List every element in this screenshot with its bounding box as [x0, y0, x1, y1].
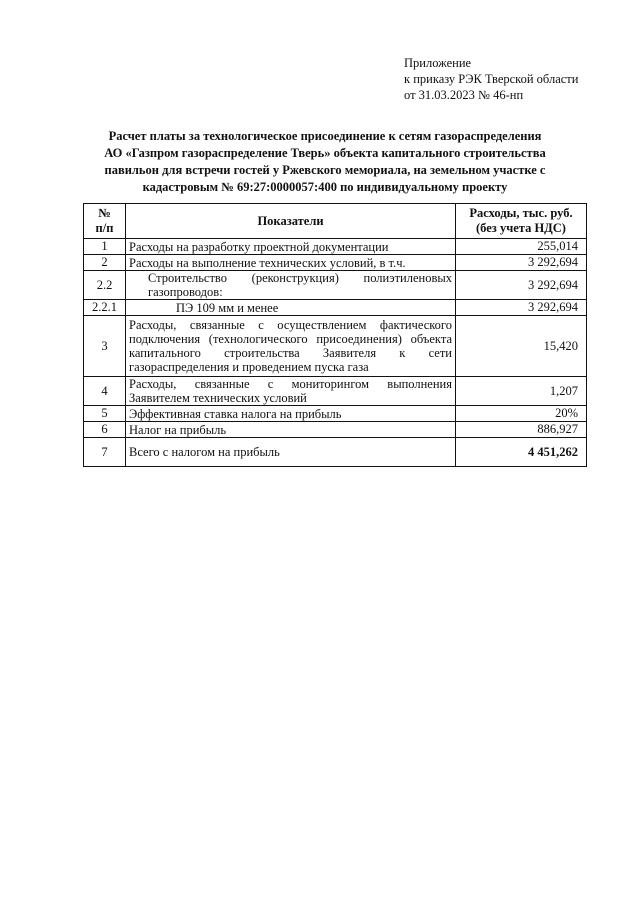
title-line-3: павильон для встречи гостей у Ржевского мемориала, на земельном участке с — [104, 163, 546, 177]
row-value: 886,927 — [456, 422, 587, 438]
annex-line-3: от 31.03.2023 № 46-нп — [404, 88, 524, 102]
row-num: 7 — [84, 438, 126, 467]
table-row — [84, 316, 587, 377]
row-num: 3 — [84, 316, 126, 377]
table-row-total — [84, 438, 587, 467]
row-value: 1,207 — [456, 377, 587, 406]
title-line-2: АО «Газпром газораспределение Тверь» объекта капитального строительства — [104, 146, 546, 160]
row-value: 3 292,694 — [456, 271, 587, 300]
title-line-1: Расчет платы за технологическое присоединение к сетям газораспределения — [108, 129, 542, 143]
row-value: 3 292,694 — [456, 255, 587, 271]
annex-line-2: к приказу РЭК Тверской области — [404, 72, 579, 86]
row-value: 255,014 — [456, 239, 587, 255]
table-row — [84, 422, 587, 438]
table-header-row — [84, 204, 587, 239]
row-num: 2 — [84, 255, 126, 271]
row-num: 1 — [84, 239, 126, 255]
table-row — [84, 300, 587, 316]
row-name: Расходы, связанные с осуществлением фактического подключения (технологического присоединения) объекта капитального строительства Заявителя к сети газораспределения и проведением пуска газа — [126, 316, 456, 377]
document-title — [60, 128, 590, 196]
title-line-4: кадастровым № 69:27:0000057:400 по индивидуальному проекту — [142, 180, 508, 194]
row-num: 5 — [84, 406, 126, 422]
row-name: Всего с налогом на прибыль — [126, 438, 456, 467]
header-num: № п/п — [84, 204, 126, 239]
annex-line-1: Приложение — [404, 56, 472, 70]
header-value: Расходы, тыс. руб. (без учета НДС) — [456, 204, 587, 239]
row-name: Строительство (реконструкция) полиэтиленовых газопроводов: — [126, 271, 456, 300]
row-value: 4 451,262 — [456, 438, 587, 467]
annex-block — [404, 55, 578, 103]
header-name: Показатели — [126, 204, 456, 239]
row-name: Налог на прибыль — [126, 422, 456, 438]
row-value: 15,420 — [456, 316, 587, 377]
row-name: ПЭ 109 мм и менее — [126, 300, 456, 316]
table-row — [84, 406, 587, 422]
row-name: Эффективная ставка налога на прибыль — [126, 406, 456, 422]
row-name: Расходы на разработку проектной документации — [126, 239, 456, 255]
row-num: 6 — [84, 422, 126, 438]
table-row — [84, 271, 587, 300]
row-num: 4 — [84, 377, 126, 406]
row-value: 20% — [456, 406, 587, 422]
row-name: Расходы, связанные с мониторингом выполнения Заявителем технических условий — [126, 377, 456, 406]
table-row — [84, 255, 587, 271]
table-row — [84, 377, 587, 406]
row-num: 2.2 — [84, 271, 126, 300]
row-name: Расходы на выполнение технических условий, в т.ч. — [126, 255, 456, 271]
calculation-table — [83, 203, 587, 467]
table-row — [84, 239, 587, 255]
row-value: 3 292,694 — [456, 300, 587, 316]
row-num: 2.2.1 — [84, 300, 126, 316]
